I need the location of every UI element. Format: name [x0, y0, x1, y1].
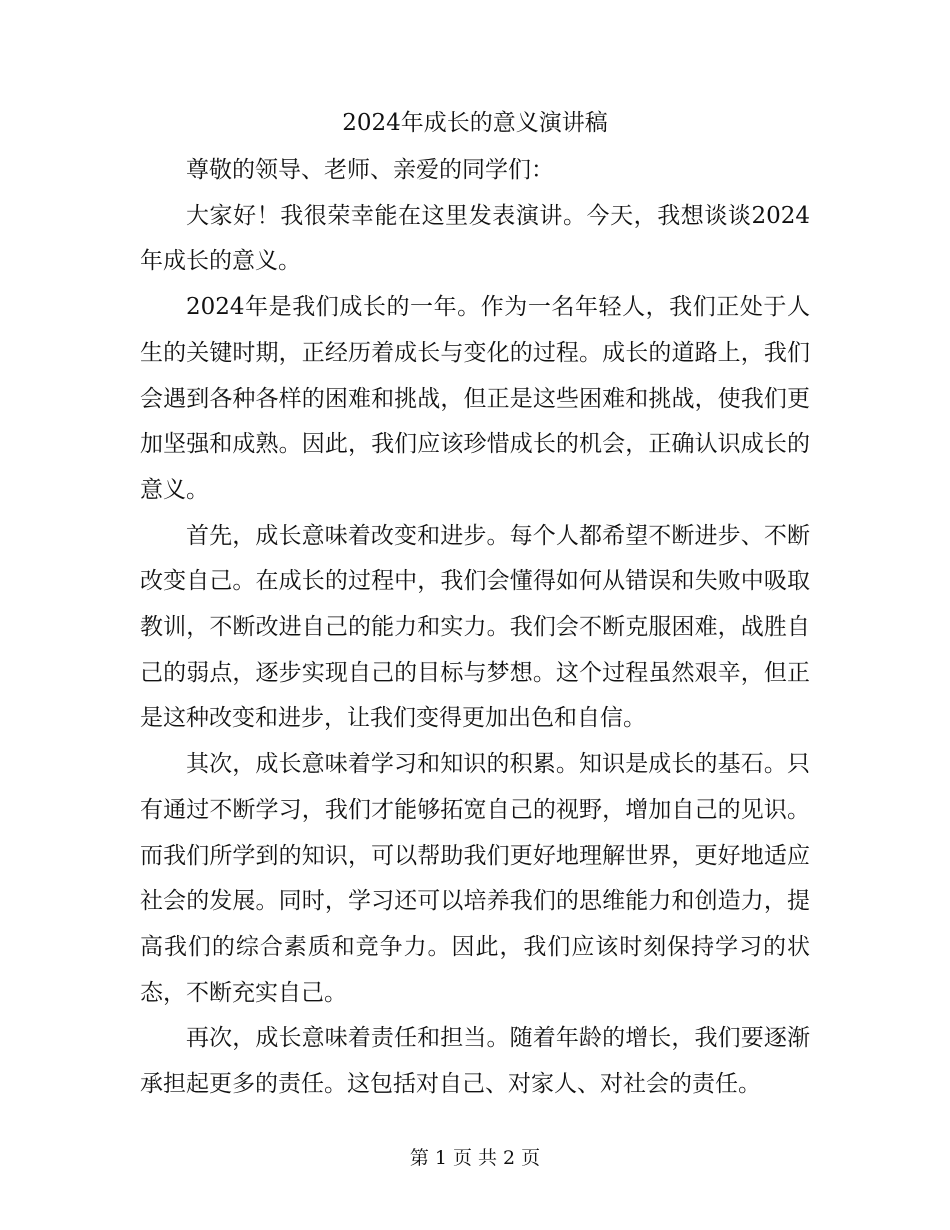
page-label-mid: 页 共 [452, 1147, 498, 1169]
paragraph-second-point: 其次，成长意味着学习和知识的积累。知识是成长的基石。只有通过不断学习，我们才能够拓宽自己的视野，增加自己的见识。而我们所学到的知识，可以帮助我们更好地理解世界，更好地适应社会的发展。同时，学习还可以培养我们的思维能力和创造力，提高我们的综合素质和竞争力。因此，我们应该时刻保持学习的状态，不断充实自己。 [140, 751, 810, 1006]
page-label-suffix: 页 [521, 1147, 541, 1169]
current-page-number: 1 [434, 1147, 447, 1169]
page-label-prefix: 第 [409, 1147, 429, 1169]
paragraph-third-point: 再次，成长意味着责任和担当。随着年龄的增长，我们要逐渐承担起更多的责任。这包括对自己、对家人、对社会的责任。 [140, 1025, 810, 1098]
document-body [140, 102, 810, 1108]
paragraph-first-point: 首先，成长意味着改变和进步。每个人都希望不断进步、不断改变自己。在成长的过程中，我们会懂得如何从错误和失败中吸取教训，不断改进自己的能力和实力。我们会不断克服困难，战胜自己的弱点，逐步实现自己的目标与梦想。这个过程虽然艰辛，但正是这种改变和进步，让我们变得更加出色和自信。 [140, 522, 810, 732]
paragraph-salutation: 尊敬的领导、老师、亲爱的同学们： [186, 157, 554, 183]
total-pages-number: 2 [503, 1147, 516, 1169]
page-footer [0, 1143, 950, 1173]
document-title: 2024年成长的意义演讲稿 [342, 110, 608, 136]
paragraph-intro: 2024年是我们成长的一年。作为一名年轻人，我们正处于人生的关键时期，正经历着成长与变化的过程。成长的道路上，我们会遇到各种各样的困难和挑战，但正是这些困难和挑战，使我们更加坚强和成熟。因此，我们应该珍惜成长的机会，正确认识成长的意义。 [140, 294, 810, 503]
paragraph-greeting: 大家好！我很荣幸能在这里发表演讲。今天，我想谈谈2024年成长的意义。 [140, 202, 810, 275]
